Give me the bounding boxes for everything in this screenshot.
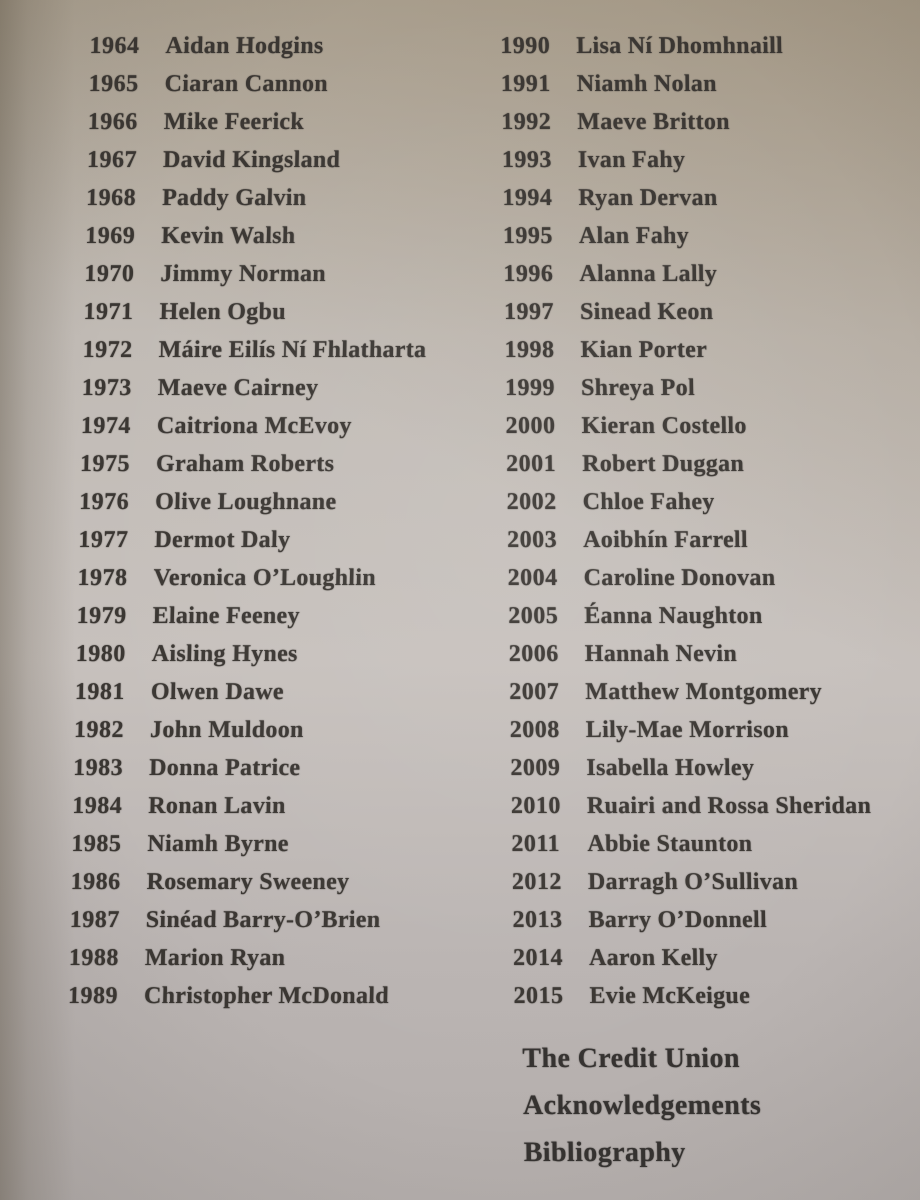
year-name-row (76, 597, 421, 635)
entry-year: 1968 (85, 184, 137, 211)
entry-name: Alanna Lally (579, 260, 718, 287)
year-name-row (75, 635, 420, 673)
entry-name: Éanna Naughton (584, 602, 763, 629)
entry-name: Aisling Hynes (151, 640, 299, 667)
entry-year: 2001 (505, 450, 557, 477)
entry-year: 2009 (510, 754, 561, 781)
year-name-row (80, 445, 425, 483)
entry-year: 1969 (84, 222, 136, 249)
year-name-row (87, 141, 432, 179)
entry-name: Robert Duggan (581, 450, 745, 477)
year-name-row (511, 787, 872, 825)
entry-year: 2015 (513, 982, 564, 1009)
entry-name: Kevin Walsh (160, 222, 296, 249)
entry-year: 1989 (67, 982, 119, 1009)
entry-name: Chloe Fahey (582, 488, 715, 515)
entry-year: 1972 (82, 336, 133, 363)
year-name-row (503, 217, 864, 255)
entry-year: 2000 (505, 412, 556, 439)
entry-year: 2007 (509, 678, 560, 705)
entry-year: 1977 (78, 526, 129, 553)
right-column-rows (500, 27, 874, 1015)
entry-year: 1978 (77, 564, 128, 591)
entry-name: Ivan Fahy (577, 146, 686, 173)
entry-year: 1993 (501, 146, 553, 173)
year-name-row (505, 407, 866, 445)
year-name-row (77, 559, 422, 597)
entry-year: 2008 (509, 716, 560, 743)
year-name-row (81, 407, 426, 445)
entry-year: 1999 (504, 374, 556, 401)
year-name-row (504, 293, 865, 331)
entry-year: 1975 (79, 450, 131, 477)
entry-year: 2011 (511, 830, 561, 857)
entry-name: Helen Ogbu (159, 298, 287, 325)
year-name-row (69, 901, 414, 939)
section-title-list (514, 1035, 876, 1176)
entry-name: Mike Feerick (163, 108, 305, 135)
entry-year: 2012 (511, 868, 563, 895)
entry-year: 1964 (89, 32, 140, 59)
entry-name: Graham Roberts (155, 450, 335, 477)
entry-year: 1973 (81, 374, 133, 401)
entry-name: John Muldoon (149, 716, 305, 743)
entry-year: 1994 (502, 184, 553, 211)
entry-name: Kian Porter (580, 336, 708, 363)
entry-name: Veronica O’Loughlin (153, 564, 377, 591)
year-name-row (509, 673, 870, 711)
entry-name: Aidan Hodgins (165, 32, 324, 59)
entry-year: 1982 (73, 716, 125, 743)
entry-name: Alan Fahy (578, 222, 690, 249)
entry-year: 2003 (506, 526, 558, 553)
year-name-row (79, 483, 424, 521)
year-name-row (512, 901, 873, 939)
year-name-column-right (500, 27, 876, 1176)
entry-year: 1990 (500, 32, 551, 59)
section-title: Bibliography (523, 1136, 686, 1168)
entry-year: 2005 (508, 602, 559, 629)
entry-year: 1981 (74, 678, 126, 705)
entry-name: Ciaran Cannon (164, 70, 329, 97)
entry-name: Evie McKeigue (589, 982, 751, 1009)
entry-name: Ruairi and Rossa Sheridan (586, 792, 872, 819)
entry-year: 1988 (68, 944, 120, 971)
entry-name: Christopher McDonald (143, 982, 390, 1009)
entry-year: 2014 (512, 944, 564, 971)
year-name-row (508, 635, 869, 673)
entry-year: 2004 (507, 564, 558, 591)
entry-name: Paddy Galvin (161, 184, 307, 211)
year-name-row (72, 787, 417, 825)
entry-year: 1997 (503, 298, 555, 325)
year-name-row (86, 179, 431, 217)
year-name-row (89, 27, 434, 65)
entry-year: 1967 (86, 146, 138, 173)
year-name-row (74, 711, 419, 749)
entry-year: 1974 (80, 412, 132, 439)
section-title: The Credit Union (522, 1042, 741, 1074)
entry-year: 1986 (70, 868, 121, 895)
entry-name: Niamh Nolan (576, 70, 717, 97)
entry-name: Aoibhín Farrell (582, 526, 749, 553)
year-name-row (512, 863, 873, 901)
entry-name: Lily-Mae Morrison (585, 716, 790, 743)
year-name-row (506, 445, 867, 483)
entry-name: Marion Ryan (144, 944, 286, 971)
section-title: Acknowledgements (522, 1089, 762, 1121)
year-name-row (505, 369, 866, 407)
entry-name: Dermot Daly (154, 526, 291, 553)
year-name-row (503, 255, 864, 293)
entry-year: 1998 (504, 336, 555, 363)
year-name-row (74, 673, 419, 711)
entry-name: Sinéad Barry-O’Brien (145, 906, 381, 933)
year-name-row (82, 331, 427, 369)
entry-name: David Kingsland (162, 146, 341, 173)
entry-name: Shreya Pol (580, 374, 696, 401)
year-name-row (87, 103, 432, 141)
entry-name: Caroline Donovan (583, 564, 776, 591)
entry-name: Caitriona McEvoy (156, 412, 353, 439)
year-name-row (502, 141, 863, 179)
year-name-row (507, 521, 868, 559)
entry-year: 2013 (512, 906, 563, 933)
entry-name: Aaron Kelly (588, 944, 719, 971)
entry-year: 1980 (75, 640, 127, 667)
year-name-row (513, 939, 874, 977)
entry-year: 1983 (72, 754, 124, 781)
year-name-row (85, 217, 430, 255)
year-name-row (68, 939, 413, 977)
entry-name: Ryan Dervan (578, 184, 718, 211)
entry-year: 1971 (83, 298, 134, 325)
entry-name: Kieran Costello (581, 412, 747, 439)
year-name-row (78, 521, 423, 559)
entry-year: 2010 (510, 792, 562, 819)
entry-name: Abbie Staunton (587, 830, 753, 857)
entry-year: 2006 (508, 640, 559, 667)
entry-name: Jimmy Norman (160, 260, 327, 287)
entry-name: Sinead Keon (579, 298, 714, 325)
entry-name: Darragh O’Sullivan (587, 868, 799, 895)
year-name-row (73, 749, 418, 787)
year-name-row (71, 825, 416, 863)
year-name-row (504, 331, 865, 369)
entry-year: 1970 (84, 260, 135, 287)
year-name-row (501, 65, 862, 103)
entry-year: 1966 (87, 108, 139, 135)
year-name-row (510, 749, 871, 787)
year-name-row (84, 255, 429, 293)
entry-year: 1991 (500, 70, 551, 97)
entry-year: 1976 (78, 488, 130, 515)
entry-year: 2002 (506, 488, 557, 515)
entry-name: Donna Patrice (148, 754, 301, 781)
year-name-row (513, 977, 874, 1015)
entry-year: 1985 (71, 830, 122, 857)
entry-name: Elaine Feeney (152, 602, 301, 629)
year-name-row (506, 483, 867, 521)
year-name-row (502, 179, 863, 217)
year-name-row (81, 369, 426, 407)
year-name-row (507, 559, 868, 597)
entry-name: Barry O’Donnell (588, 906, 768, 933)
entry-name: Lisa Ní Dhomhnaill (576, 32, 784, 59)
year-name-row (501, 103, 862, 141)
entry-year: 1996 (503, 260, 554, 287)
entry-year: 1979 (76, 602, 127, 629)
entry-name: Ronan Lavin (148, 792, 286, 819)
year-name-column-left (68, 27, 434, 1015)
entry-name: Niamh Byrne (147, 830, 290, 857)
year-name-row (83, 293, 428, 331)
entry-name: Maeve Britton (577, 108, 731, 135)
entry-name: Olive Loughnane (154, 488, 337, 515)
year-name-row (68, 977, 413, 1015)
year-name-row (500, 27, 861, 65)
entry-name: Matthew Montgomery (585, 678, 823, 705)
year-name-row (88, 65, 433, 103)
entry-name: Isabella Howley (586, 754, 755, 781)
entry-name: Maeve Cairney (157, 374, 319, 401)
entry-year: 1984 (72, 792, 123, 819)
year-name-row (70, 863, 415, 901)
entry-year: 1995 (502, 222, 554, 249)
entry-name: Hannah Nevin (584, 640, 738, 667)
entry-year: 1992 (501, 108, 552, 135)
year-name-row (510, 711, 871, 749)
entry-name: Máire Eilís Ní Fhlatharta (158, 336, 427, 363)
year-name-row (508, 597, 869, 635)
entry-name: Rosemary Sweeney (146, 868, 350, 895)
entry-name: Olwen Dawe (150, 678, 285, 705)
entry-year: 1965 (88, 70, 140, 97)
year-name-row (511, 825, 872, 863)
entry-year: 1987 (69, 906, 121, 933)
